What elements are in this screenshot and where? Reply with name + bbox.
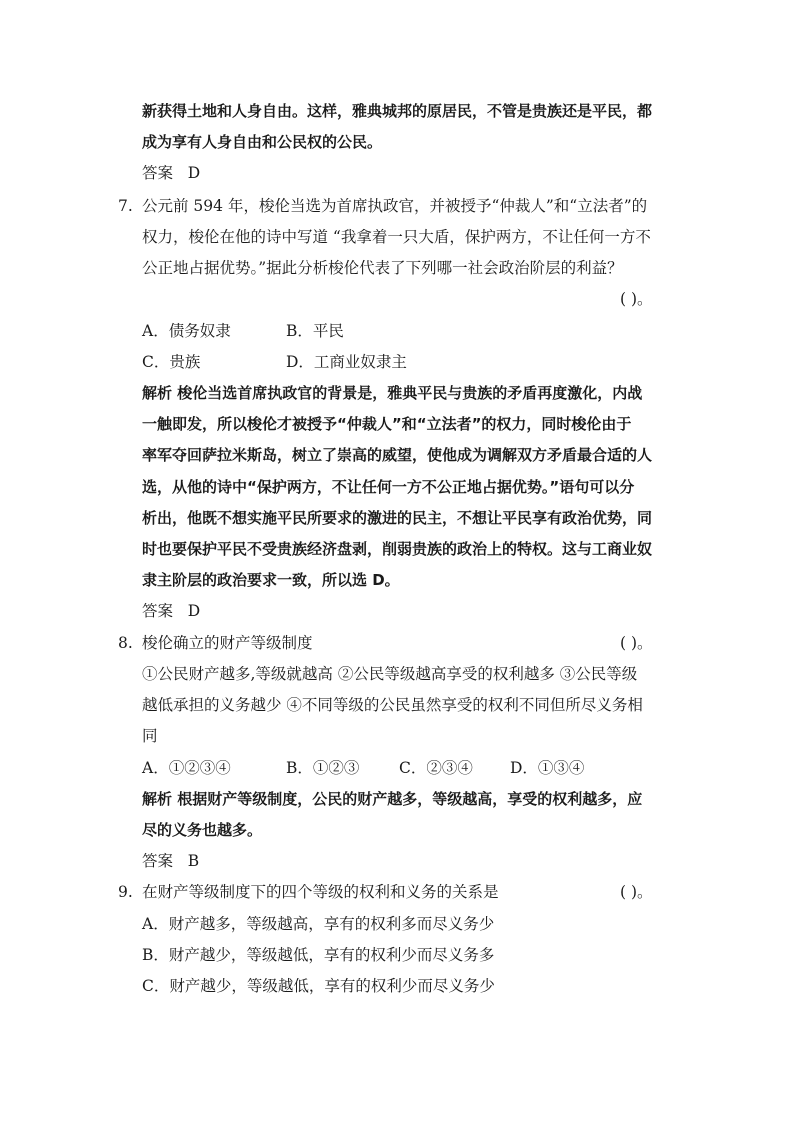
question-8-analysis-line-1: 解析 根据财产等级制度，公民的财产越多，等级越高，享受的权利越多，应 <box>142 790 643 808</box>
intro-answer <box>142 163 200 183</box>
question-7-analysis-line-7: 隶主阶层的政治要求一致，所以选 D。 <box>142 571 400 589</box>
question-9-option-a: A．财产越多，等级越高，享有的权利多而尽义务少 <box>142 915 495 933</box>
intro-line-2: 成为享有人身自由和公民权的公民。 <box>142 133 383 151</box>
question-8-analysis-line-2: 尽的义务也越多。 <box>142 821 263 839</box>
question-8-items-line-1: ①公民财产越多,等级就越高 ②公民等级越高享受的权利越多 ③公民等级 <box>142 665 638 683</box>
question-9-option-c: C．财产越少，等级越低，享有的权利少而尽义务少 <box>142 977 495 995</box>
question-8-option-b: B．①②③ <box>286 759 360 777</box>
question-8-items-line-2: 越低承担的义务越少 ④不同等级的公民虽然享受的权利不同但所尽义务相 <box>142 696 643 714</box>
question-7-option-c: C．贵族 <box>142 353 201 371</box>
question-7-number: 7. <box>118 197 133 215</box>
question-7-stem-line-2: 权力，梭伦在他的诗中写道 “我拿着一只大盾，保护两方，不让任何一方不 <box>142 228 651 246</box>
question-7-option-b: B．平民 <box>286 322 344 340</box>
question-7-analysis-line-5: 析出，他既不想实施平民所要求的激进的民主，不想让平民享有政治优势，同 <box>142 509 653 527</box>
question-8-answer <box>142 851 199 871</box>
question-8-items-line-3: 同 <box>142 727 158 745</box>
question-8-stem: 梭伦确立的财产等级制度 <box>142 634 313 652</box>
question-8-option-a: A．①②③④ <box>142 759 231 777</box>
answer-value: D <box>187 602 201 620</box>
question-9-stem: 在财产等级制度下的四个等级的权利和义务的关系是 <box>142 883 499 901</box>
question-9-answer-blank: ( )。 <box>620 883 653 901</box>
question-7-option-d: D．工商业奴隶主 <box>286 353 407 371</box>
answer-value: B <box>187 852 200 870</box>
question-7-analysis-line-1: 解析 梭伦当选首席执政官的背景是，雅典平民与贵族的矛盾再度激化，内战 <box>142 384 643 402</box>
question-8-answer-blank: ( )。 <box>620 634 653 652</box>
question-8-option-d: D．①③④ <box>510 759 585 777</box>
question-9-option-b: B．财产越少，等级越低，享有的权利少而尽义务多 <box>142 946 495 964</box>
question-8-option-c: C．②③④ <box>399 759 473 777</box>
question-7-analysis-line-3: 率军夺回萨拉米斯岛，树立了崇高的威望，使他成为调解双方矛盾最合适的人 <box>142 446 653 464</box>
question-7-stem-line-3: 公正地占据优势。”据此分析梭伦代表了下列哪一社会政治阶层的利益？ <box>142 259 623 277</box>
answer-label: 答案 <box>142 164 174 182</box>
intro-line-1: 新获得土地和人身自由。这样，雅典城邦的原居民，不管是贵族还是平民，都 <box>142 102 653 120</box>
question-7-stem-line-1: 公元前 594 年，梭伦当选为首席执政官，并被授予“仲裁人”和“立法者”的 <box>142 197 648 215</box>
question-7-analysis-line-4: 选，从他的诗中“保护两方，不让任何一方不公正地占据优势。”语句可以分 <box>142 478 635 496</box>
question-7-answer-blank: ( )。 <box>620 290 653 308</box>
question-7-answer <box>142 601 200 621</box>
question-7-option-a: A．债务奴隶 <box>142 322 231 340</box>
question-7-analysis-line-2: 一触即发，所以梭伦才被授予“仲裁人”和“立法者”的权力，同时梭伦由于 <box>142 415 632 433</box>
answer-value: D <box>187 164 201 182</box>
answer-label: 答案 <box>142 602 174 620</box>
question-9-number: 9. <box>118 883 133 901</box>
answer-label: 答案 <box>142 852 174 870</box>
question-8-number: 8. <box>118 634 133 652</box>
question-7-analysis-line-6: 时也要保护平民不受贵族经济盘剥，削弱贵族的政治上的特权。这与工商业奴 <box>142 540 653 558</box>
